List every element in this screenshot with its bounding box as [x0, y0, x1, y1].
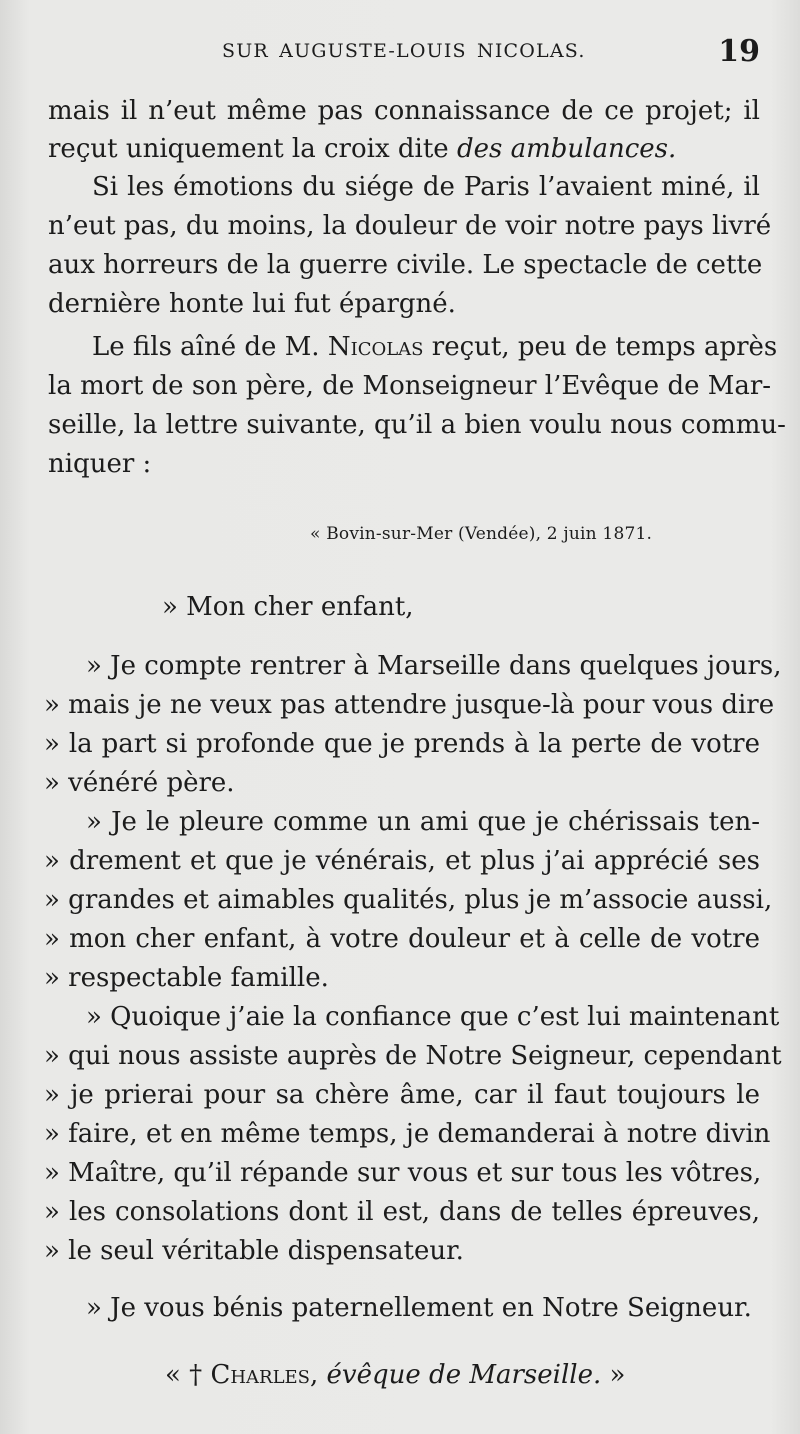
letter-line: » la part si profonde que je prends à la perte de votre — [44, 729, 760, 759]
letter-line: » Je compte rentrer à Marseille dans quelques jours, — [86, 651, 782, 681]
italic-phrase: des ambulances. — [456, 134, 677, 164]
letter-line: » drement et que je vénérais, et plus j’ai apprécié ses — [44, 846, 760, 876]
text-line: aux horreurs de la guerre civile. Le spectacle de cette — [48, 250, 763, 280]
text-span: reçut, peu de temps après — [423, 332, 778, 362]
letter-line: » les consolations dont il est, dans de telles épreuves, — [44, 1197, 760, 1227]
text-line: mais il n’eut même pas connaissance de ce projet; il — [48, 96, 760, 126]
letter-line: » vénéré père. — [44, 768, 235, 798]
signatory-title: évêque de Marseille. — [326, 1360, 602, 1390]
text-line: dernière honte lui fut épargné. — [48, 289, 456, 319]
letter-line: » mon cher enfant, à votre douleur et à celle de votre — [44, 924, 760, 954]
text-line: n’eut pas, du moins, la douleur de voir notre pays livré — [48, 211, 772, 241]
text-span: Le fils aîné de M. — [92, 332, 328, 362]
letter-blessing: » Je vous bénis paternellement en Notre Seigneur. — [86, 1293, 752, 1323]
page-header — [0, 34, 800, 69]
letter-line: » faire, et en même temps, je demanderai à notre divin — [44, 1119, 771, 1149]
signatory-name: Charles — [210, 1360, 311, 1390]
letter-line: » qui nous assiste auprès de Notre Seigneur, cependant — [44, 1041, 782, 1071]
text-span: » — [601, 1360, 626, 1390]
text-line: Si les émotions du siége de Paris l’avaient miné, il — [92, 172, 760, 202]
letter-line: » grandes et aimables qualités, plus je m’associe aussi, — [44, 885, 773, 915]
letter-line: » je prierai pour sa chère âme, car il faut toujours le — [44, 1080, 760, 1110]
letter-line: » le seul véritable dispensateur. — [44, 1236, 464, 1266]
text-line: la mort de son père, de Monseigneur l’Evêque de Mar- — [48, 371, 772, 401]
letter-line: » respectable famille. — [44, 963, 329, 993]
running-title: SUR AUGUSTE-LOUIS NICOLAS. — [222, 40, 586, 62]
small-caps-name: Nicolas — [327, 332, 424, 362]
letter-signature — [165, 1356, 625, 1394]
text-line — [92, 328, 778, 366]
text-line — [48, 130, 760, 168]
text-line: seille, la lettre suivante, qu’il a bien voulu nous commu- — [48, 410, 786, 440]
page-number: 19 — [718, 34, 760, 69]
letter-line: » Maître, qu’il répande sur vous et sur tous les vôtres, — [44, 1158, 762, 1188]
text-span: , — [310, 1360, 327, 1390]
letter-line: » Quoique j’aie la confiance que c’est lui maintenant — [86, 1002, 780, 1032]
letter-dateline: « Bovin-sur-Mer (Vendée), 2 juin 1871. — [310, 524, 653, 544]
letter-salutation: » Mon cher enfant, — [162, 592, 414, 622]
letter-line: » mais je ne veux pas attendre jusque-là pour vous dire — [44, 690, 775, 720]
text-line: niquer : — [48, 449, 152, 479]
text-span: « † — [165, 1360, 211, 1390]
text-span: reçut uniquement la croix dite — [48, 134, 457, 164]
letter-line: » Je le pleure comme un ami que je chérissais ten- — [86, 807, 760, 837]
